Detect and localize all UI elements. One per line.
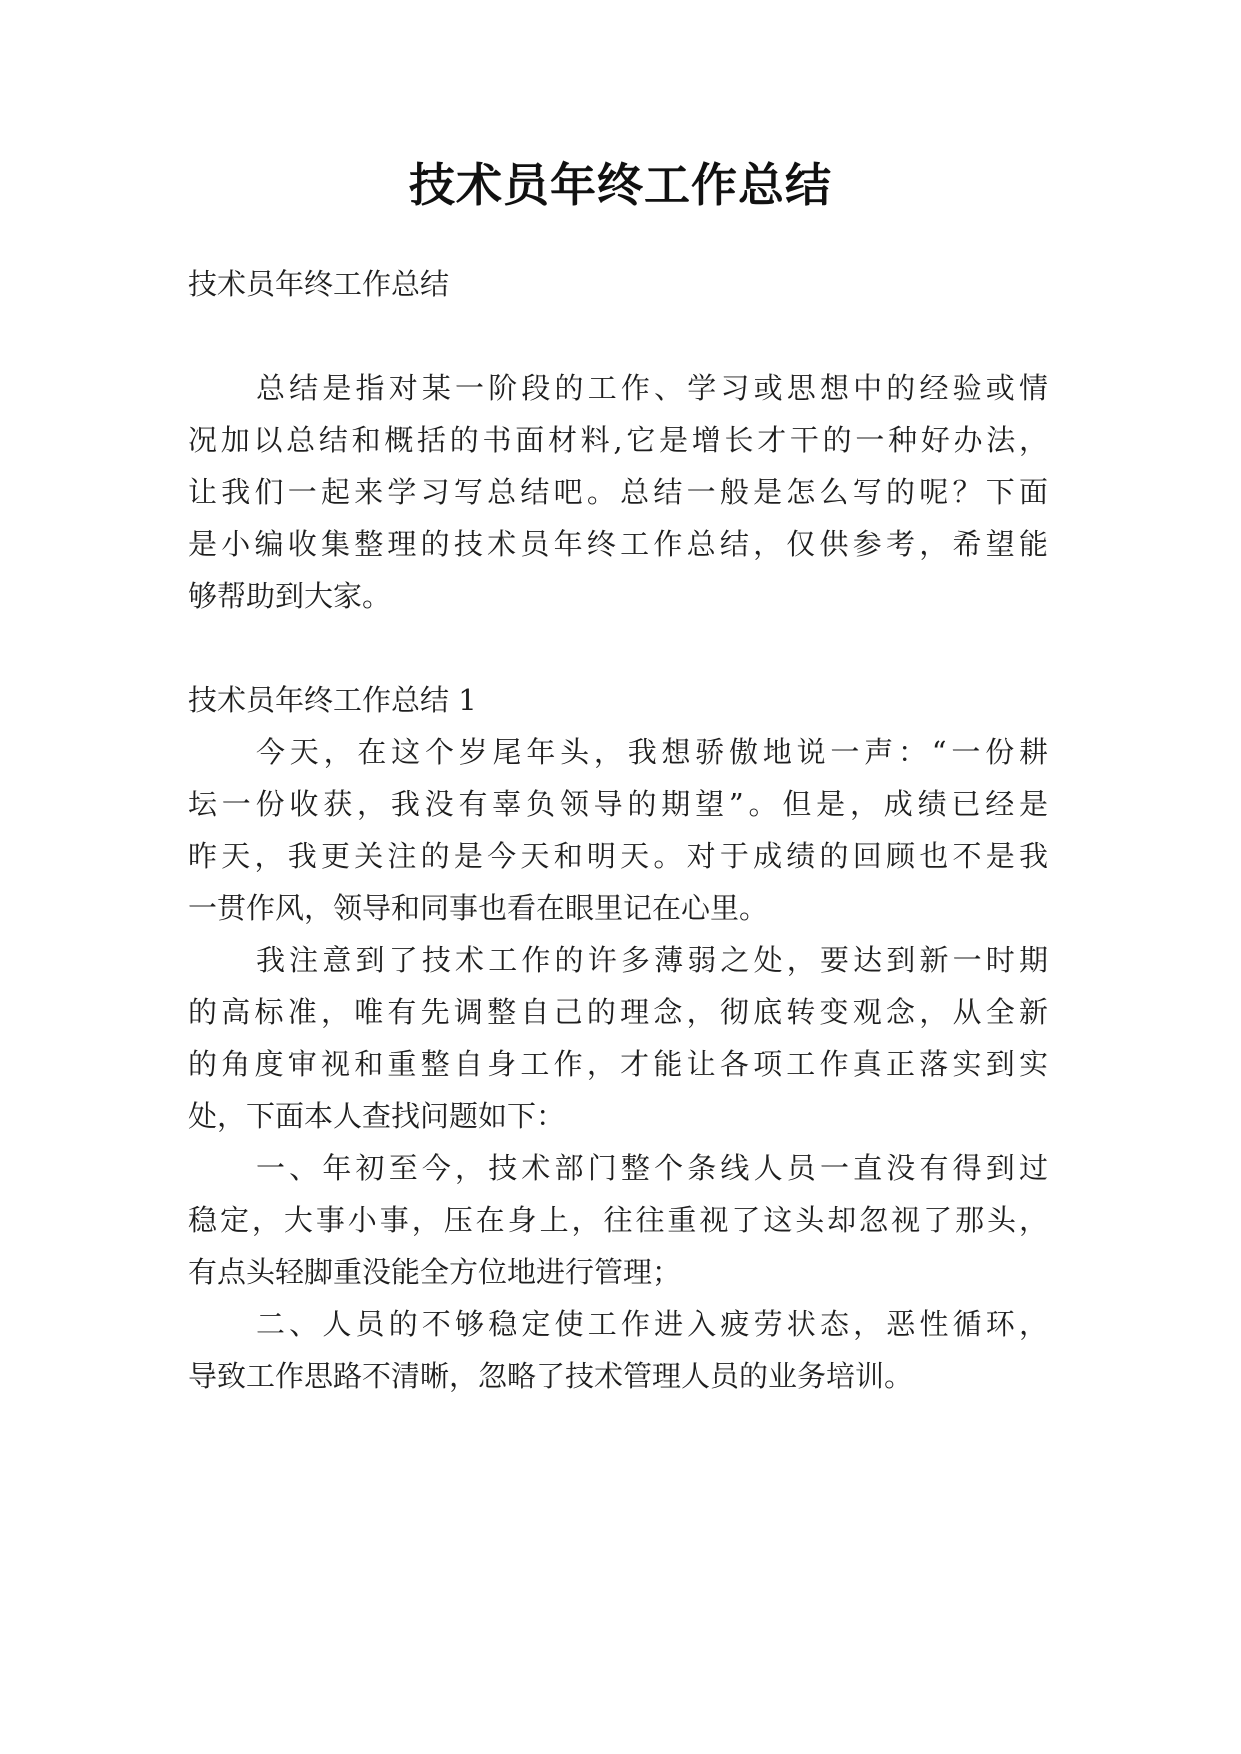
body-line: 二、人员的不够稳定使工作进入疲劳状态，恶性循环， <box>256 1307 1048 1341</box>
body-line: 昨天，我更关注的是今天和明天。对于成绩的回顾也不是我 <box>188 839 1048 873</box>
document-subtitle: 技术员年终工作总结 <box>188 267 450 301</box>
body-line: 坛一份收获，我没有辜负领导的期望”。但是，成绩已经是 <box>188 787 1048 821</box>
body-line: 导致工作思路不清晰，忽略了技术管理人员的业务培训。 <box>188 1359 914 1393</box>
body-line: 今天，在这个岁尾年头，我想骄傲地说一声：“一份耕 <box>256 735 1048 769</box>
intro-line: 够帮助到大家。 <box>188 579 392 613</box>
intro-line: 况加以总结和概括的书面材料,它是增长才干的一种好办法， <box>188 423 1048 457</box>
body-line: 处，下面本人查找问题如下： <box>188 1099 566 1133</box>
body-line: 一贯作风，领导和同事也看在眼里记在心里。 <box>188 891 769 925</box>
body-line: 一、年初至今，技术部门整个条线人员一直没有得到过 <box>256 1151 1048 1185</box>
intro-line: 总结是指对某一阶段的工作、学习或思想中的经验或情 <box>256 371 1048 405</box>
intro-line: 让我们一起来学习写总结吧。总结一般是怎么写的呢？下面 <box>188 475 1048 509</box>
intro-line: 是小编收集整理的技术员年终工作总结，仅供参考，希望能 <box>188 527 1048 561</box>
body-line: 的高标准，唯有先调整自己的理念，彻底转变观念，从全新 <box>188 995 1048 1029</box>
body-line: 稳定，大事小事，压在身上，往往重视了这头却忽视了那头， <box>188 1203 1048 1237</box>
section-heading: 技术员年终工作总结 1 <box>188 683 477 717</box>
body-line: 我注意到了技术工作的许多薄弱之处，要达到新一时期 <box>256 943 1048 977</box>
body-line: 的角度审视和重整自身工作，才能让各项工作真正落实到实 <box>188 1047 1048 1081</box>
body-line: 有点头轻脚重没能全方位地进行管理； <box>188 1255 682 1289</box>
document-title: 技术员年终工作总结 <box>409 158 832 212</box>
